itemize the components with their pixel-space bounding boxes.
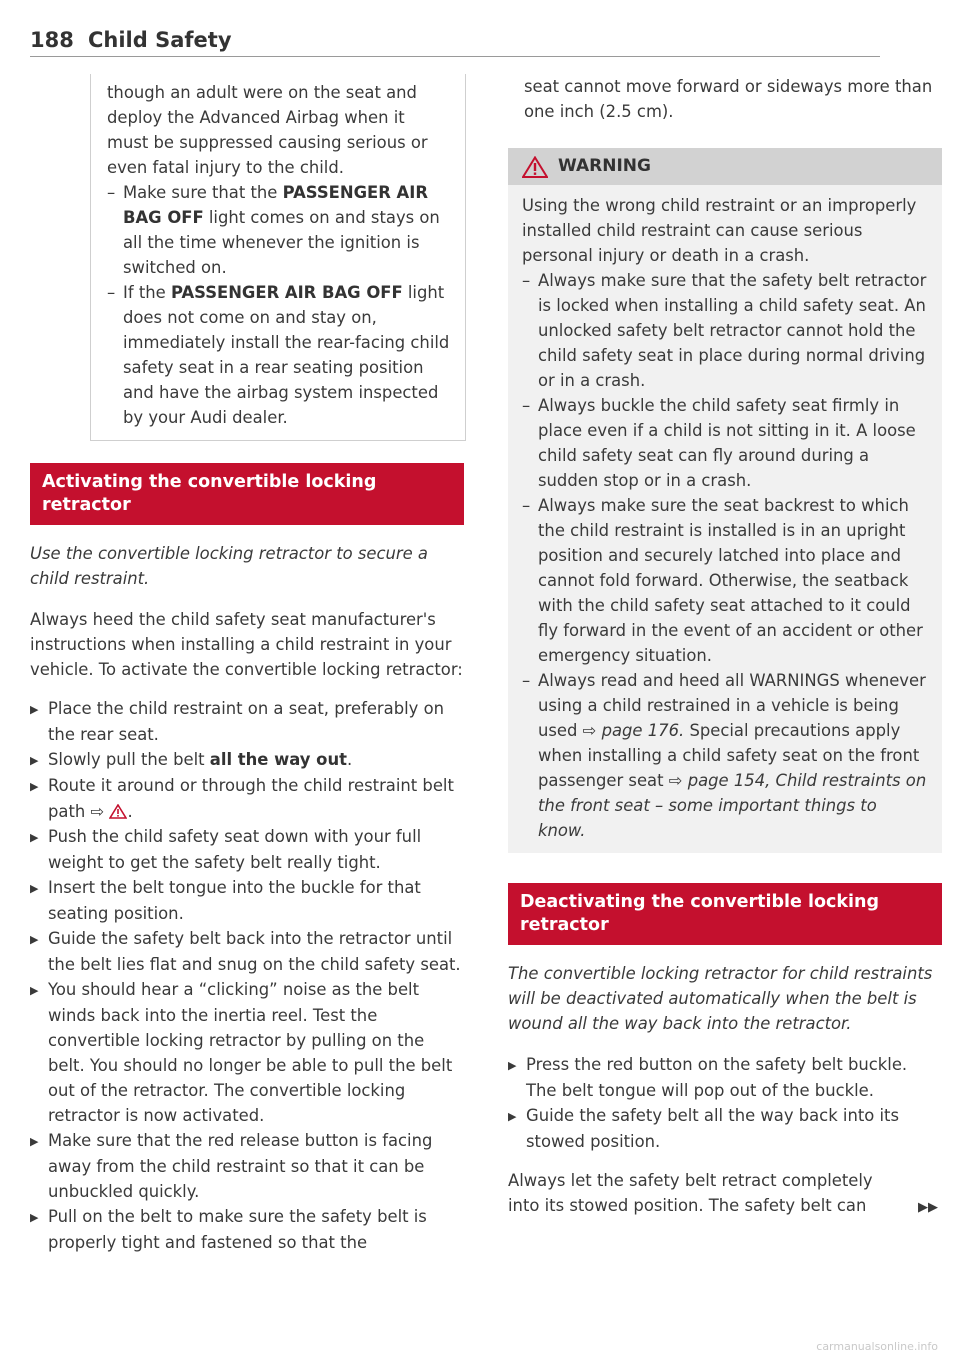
step-item: ▶ Place the child restraint on a seat, preferably on the rear seat.	[30, 699, 444, 744]
step-item: ▶ Guide the safety belt back into the retractor until the belt lies flat and snug on the child safety seat.	[30, 929, 461, 974]
page-number: 188	[30, 28, 74, 52]
warning-intro: Using the wrong child restraint or an improperly installed child restraint can cause serious personal injury or death in a crash.	[522, 196, 917, 265]
deactivate-intro: The convertible locking retractor for child restraints will be deactivated automatically when the belt is wound all the way back into the retractor.	[508, 964, 933, 1033]
page-154-link[interactable]: ⇨ page 154, Child restraints on the front seat – some important things to know.	[538, 771, 927, 840]
step-item: ▶ Make sure that the red release button is facing away from the child restraint so that it can be unbuckled quickly.	[30, 1131, 433, 1201]
step-item: ▶ Pull on the belt to make sure the safety belt is properly tight and fastened so that the	[30, 1207, 427, 1252]
continued-text: though an adult were on the seat and deploy the Advanced Airbag when it must be suppressed causing serious or even fatal injury to the child.	[107, 83, 428, 177]
right-column	[508, 74, 942, 1218]
activate-body: Always heed the child safety seat manufacturer's instructions when installing a child restraint in your vehicle. To activate the convertible locking retractor:	[30, 610, 463, 679]
step-continued: seat cannot move forward or sideways more than one inch (2.5 cm).	[524, 77, 933, 121]
page-header	[30, 22, 880, 57]
warning-item: – Always make sure the seat backrest to which the child restraint is installed is in an upright position and securely latched into place and cannot fold forward. Otherwise, the seatback with the child safety seat attached to it could fly forward in the event of an accident or other emergency situation.	[522, 496, 923, 665]
footer-watermark: carmanualsonline.info	[816, 1340, 938, 1353]
step-item: ▶ Press the red button on the safety belt buckle. The belt tongue will pop out of the buckle.	[508, 1055, 908, 1100]
deactivate-body: Always let the safety belt retract completely into its stowed position. The safety belt can ▶▶	[508, 1168, 942, 1218]
step-item: ▶ Route it around or through the child restraint belt path ⇨ .	[30, 776, 454, 821]
left-column	[30, 74, 464, 1255]
warning-box	[508, 148, 942, 853]
activate-heading: Activating the convertible locking retractor	[30, 463, 464, 525]
section-title: Child Safety	[88, 28, 232, 52]
warning-triangle-icon	[109, 804, 127, 819]
warning-item: – Always buckle the child safety seat firmly in place even if a child is not sitting in it. A loose child safety seat can fly around during a sudden stop or in a crash.	[522, 396, 916, 490]
step-item: ▶ Insert the belt tongue into the buckle for that seating position.	[30, 878, 421, 923]
page-176-link[interactable]: ⇨ page 176.	[582, 721, 685, 740]
continued-warning-box	[90, 74, 466, 441]
warning-body	[508, 185, 942, 853]
warning-title: WARNING	[558, 156, 651, 176]
warning-triangle-icon	[522, 156, 548, 178]
deactivate-heading: Deactivating the convertible locking retractor	[508, 883, 942, 945]
step-item: ▶ You should hear a “clicking” noise as the belt winds back into the inertia reel. Test the convertible locking retractor by pulling on the belt. You should no longer be able to pull the belt out of the retractor. The convertible locking retractor is now activated.	[30, 980, 453, 1125]
activate-intro: Use the convertible locking retractor to secure a child restraint.	[30, 544, 428, 588]
warning-header	[508, 148, 942, 185]
step-item: ▶ Slowly pull the belt all the way out.	[30, 750, 353, 769]
warning-item: – Make sure that the PASSENGER AIR BAG OFF light comes on and stays on all the time whenever the ignition is switched on.	[107, 183, 440, 277]
continue-arrow-icon: ▶▶	[918, 1200, 938, 1215]
warning-reference-link[interactable]: ⇨	[90, 802, 127, 821]
warning-item: – Always read and heed all WARNINGS whenever using a child restrained in a vehicle is being used ⇨ page 176. Special precautions apply when installing a child safety seat on the front passenger seat ⇨ page 154, Child restraints on the front seat – some important things to know.	[522, 671, 927, 840]
step-item: ▶ Push the child safety seat down with your full weight to get the safety belt really tight.	[30, 827, 422, 872]
step-item: ▶ Guide the safety belt all the way back into its stowed position.	[508, 1106, 900, 1151]
warning-item: – Always make sure that the safety belt retractor is locked when installing a child safety seat. An unlocked safety belt retractor cannot hold the child safety seat in place during normal driving or in a crash.	[522, 271, 927, 390]
warning-item: – If the PASSENGER AIR BAG OFF light does not come on and stay on, immediately install the rear-facing child safety seat in a rear seating position and have the airbag system inspected by your Audi dealer.	[107, 283, 450, 427]
